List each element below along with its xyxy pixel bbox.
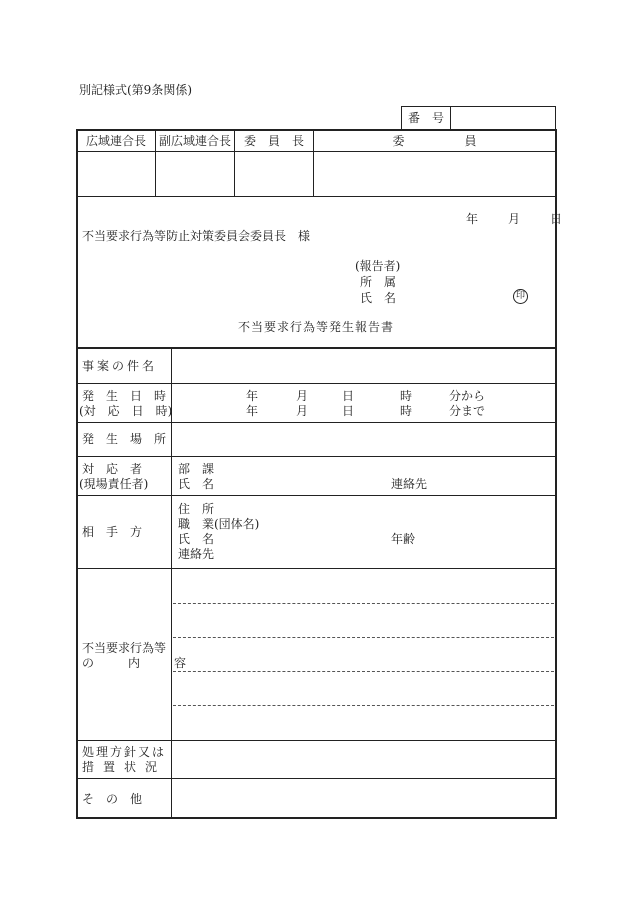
seal-icon: 印 <box>513 289 528 304</box>
affiliation-label: 所 属 <box>360 275 397 289</box>
handling-label-2: 措置状況 <box>82 760 167 774</box>
report-date: 年 月 日 <box>466 212 565 226</box>
counterpart-age-label: 年齢 <box>391 532 416 546</box>
end-day-label: 日 <box>342 404 355 418</box>
content-field[interactable] <box>173 570 554 739</box>
approval-stamp-vice-chair[interactable] <box>157 153 233 195</box>
number-label: 番 号 <box>407 111 444 125</box>
addressee: 不当要求行為等防止対策委員会委員長 様 <box>82 229 311 243</box>
matter-field[interactable] <box>173 351 554 382</box>
start-hour-label: 時 <box>400 389 413 403</box>
counterpart-name-label: 氏 名 <box>178 532 215 546</box>
approval-header-chair: 広域連合長 <box>85 134 146 148</box>
start-minute-label: 分から <box>449 389 486 403</box>
approval-header-vice-chair: 副広域連合長 <box>158 134 231 148</box>
place-label: 発 生 場 所 <box>82 432 167 446</box>
content-label: 不当要求行為等 <box>82 641 167 655</box>
responder-dept-label: 部 課 <box>178 462 215 476</box>
matter-label: 事案の件名 <box>82 359 158 373</box>
report-title: 不当要求行為等発生報告書 <box>237 320 394 334</box>
responder-contact-label: 連絡先 <box>391 477 428 491</box>
place-field[interactable] <box>173 424 554 455</box>
end-year-label: 年 <box>246 404 259 418</box>
reporter-name-label: 氏 名 <box>360 291 397 305</box>
reporter-label: (報告者) <box>355 259 401 273</box>
approval-header-committee-chair: 委 員 長 <box>243 134 304 148</box>
responder-label: 対 応 者 <box>82 462 143 476</box>
site-manager-label: (現場責任者) <box>79 477 149 491</box>
handling-label: 処理方針又は <box>82 745 167 759</box>
handling-field[interactable] <box>173 742 554 777</box>
approval-header-member: 委 員 <box>392 134 477 148</box>
content-label-2: の 内 容 <box>82 656 198 670</box>
form-title: 別記様式(第9条関係) <box>79 83 192 97</box>
start-day-label: 日 <box>342 389 355 403</box>
end-month-label: 月 <box>296 404 309 418</box>
approval-stamp-chair[interactable] <box>78 153 154 195</box>
responder-name-label: 氏 名 <box>178 477 215 491</box>
other-label: そ の 他 <box>82 792 143 806</box>
number-field[interactable] <box>452 108 554 128</box>
response-datetime-label: (対 応 日 時) <box>79 404 173 418</box>
approval-stamp-member[interactable] <box>315 153 554 195</box>
other-field[interactable] <box>173 780 554 816</box>
end-minute-label: 分まで <box>449 404 486 418</box>
start-year-label: 年 <box>246 389 259 403</box>
counterpart-occupation-label: 職 業(団体名) <box>178 517 260 531</box>
end-hour-label: 時 <box>400 404 413 418</box>
approval-stamp-committee-chair[interactable] <box>236 153 312 195</box>
counterpart-address-label: 住 所 <box>178 502 215 516</box>
counterpart-label: 相 手 方 <box>82 525 143 539</box>
datetime-label: 発 生 日 時 <box>82 389 167 403</box>
counterpart-contact-label: 連絡先 <box>178 547 215 561</box>
start-month-label: 月 <box>296 389 309 403</box>
